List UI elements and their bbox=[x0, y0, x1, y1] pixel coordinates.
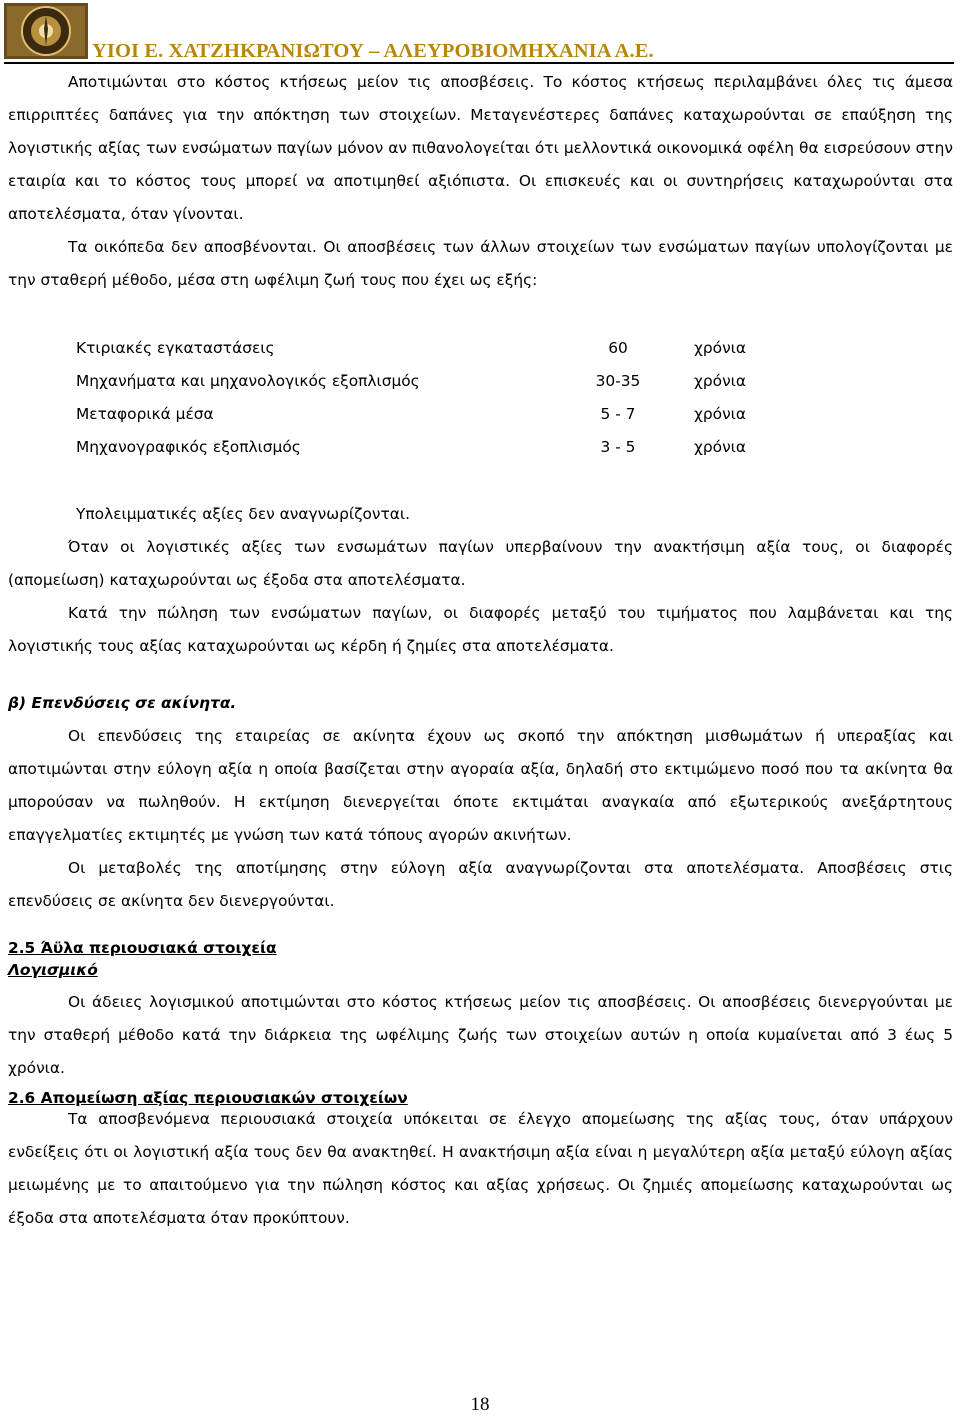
page-number: 18 bbox=[470, 1394, 490, 1415]
heading-intangibles-text: 2.5 Άϋλα περιουσιακά στοιχεία bbox=[8, 939, 277, 957]
asset-years: 3 - 5 bbox=[600, 438, 636, 456]
heading-impairment-text: 2.6 Απομείωση αξίας περιουσιακών στοιχείων bbox=[8, 1089, 408, 1107]
subheading-software-text: Λογισμικό bbox=[8, 961, 98, 979]
paragraph-impairment: Όταν οι λογιστικές αξίες των ενσωμάτων παγίων υπερβαίνουν την ανακτήσιμη αξία τους, οι διαφορές (απομείωση) καταχωρούνται ως έξοδα στα αποτελέσματα. bbox=[8, 538, 953, 589]
paragraph-disposal: Κατά την πώληση των ενσώματων παγίων, οι διαφορές μεταξύ του τιμήματος που λαμβάνεται και της λογιστικής τους αξίας καταχωρούνται ως κέρδη ή ζημίες στα αποτελέσματα. bbox=[8, 604, 953, 655]
asset-name: Μηχανογραφικός εξοπλισμός bbox=[76, 438, 301, 456]
paragraph-asset-impairment: Τα αποσβενόμενα περιουσιακά στοιχεία υπόκειται σε έλεγχο απομείωσης της αξίας τους, όταν υπάρχουν ενδείξεις ότι οι λογιστική αξία τους δεν θα ανακτηθεί. Η ανακτήσιμη αξία είναι η μεγαλύτερη αξία μεταξύ εύλογη αξίας μειωμένης με το απαιτούμενο για την πώληση κόστος και αξίας χρήσεως. Οι ζημιές απομείωσης καταχωρούνται ως έξοδα στα αποτελέσματα όταν προκύπτουν. bbox=[8, 1110, 953, 1227]
useful-life-row bbox=[76, 332, 814, 365]
asset-unit: χρόνια bbox=[694, 438, 747, 456]
paragraph-residual: Υπολειμματικές αξίες δεν αναγνωρίζονται. bbox=[76, 505, 410, 523]
heading-intangibles bbox=[8, 938, 953, 958]
useful-life-row bbox=[76, 398, 814, 431]
paragraph-depreciation: Τα οικόπεδα δεν αποσβένονται. Οι αποσβέσεις των άλλων στοιχείων των ενσώματων παγίων υπολογίζονται με την σταθερή μέθοδο, μέσα στη ωφέλιμη ζωή τους που έχει ως εξής: bbox=[8, 238, 953, 289]
subheading-software bbox=[8, 958, 953, 982]
paragraph-investment-property: Οι επενδύσεις της εταιρείας σε ακίνητα έχουν ως σκοπό την απόκτηση μισθωμάτων ή υπεραξίας και αποτιμώνται στην εύλογη αξία η οποία βασίζεται στην αγοραία αξία, δηλαδή στο εκτιμώμενο ποσό που τα ακίνητα θα μπορούσαν να πωληθούν. Η εκτίμηση διενεργείται όποτε εκτιμάται αναγκαία από εξωτερικούς ανεξάρτητους επαγγελματίες εκτιμητές με γνώση των κατά τόπους αγορών ακινήτων. bbox=[8, 727, 953, 844]
header-rule bbox=[4, 62, 954, 64]
asset-unit: χρόνια bbox=[694, 339, 747, 357]
heading-investment-property: β) Επενδύσεις σε ακίνητα. bbox=[8, 694, 237, 712]
asset-name: Κτιριακές εγκαταστάσεις bbox=[76, 339, 275, 357]
useful-life-table bbox=[76, 332, 814, 464]
page-body bbox=[8, 66, 953, 297]
company-name: ΥΙΟΙ Ε. ΧΑΤΖΗΚΡΑΝΙΩΤΟΥ – ΑΛΕΥΡΟΒΙΟΜΗΧΑΝΙΑ Α.Ε. bbox=[92, 40, 654, 62]
useful-life-row bbox=[76, 431, 814, 464]
asset-name: Μηχανήματα και μηχανολογικός εξοπλισμός bbox=[76, 372, 420, 390]
paragraph-fair-value: Οι μεταβολές της αποτίμησης στην εύλογη αξία αναγνωρίζονται στα αποτελέσματα. Αποσβέσεις στις επενδύσεις σε ακίνητα δεν διενεργούνται. bbox=[8, 859, 953, 910]
page-body-lower bbox=[8, 498, 953, 1235]
asset-unit: χρόνια bbox=[694, 372, 747, 390]
asset-years: 30-35 bbox=[595, 372, 641, 390]
asset-years: 60 bbox=[608, 339, 628, 357]
asset-name: Μεταφορικά μέσα bbox=[76, 405, 214, 423]
asset-unit: χρόνια bbox=[694, 405, 747, 423]
company-logo bbox=[4, 3, 88, 59]
asset-years: 5 - 7 bbox=[600, 405, 636, 423]
useful-life-row bbox=[76, 365, 814, 398]
paragraph-software: Οι άδειες λογισμικού αποτιμώνται στο κόστος κτήσεως μείον τις αποσβέσεις. Οι αποσβέσεις διενεργούνται με την σταθερή μέθοδο κατά την διάρκεια της ωφέλιμης ζωής των στοιχείων αυτών η οποία κυμαίνεται από 3 έως 5 χρόνια. bbox=[8, 993, 953, 1077]
paragraph-cost: Αποτιμώνται στο κόστος κτήσεως μείον τις αποσβέσεις. Το κόστος κτήσεως περιλαμβάνει όλες τις άμεσα επιρριπτέες δαπάνες για την απόκτηση των στοιχείων. Μεταγενέστερες δαπάνες καταχωρούνται σε επαύξηση της λογιστικής αξίας των ενσώματων παγίων μόνον αν πιθανολογείται ότι μελλοντικά οικονομικά οφέλη θα εισρεύσουν στην εταιρία και το κόστος τους μπορεί να αποτιμηθεί αξιόπιστα. Οι επισκευές και οι συντηρήσεις καταχωρούνται στα αποτελέσματα, όταν γίνονται. bbox=[8, 73, 953, 223]
